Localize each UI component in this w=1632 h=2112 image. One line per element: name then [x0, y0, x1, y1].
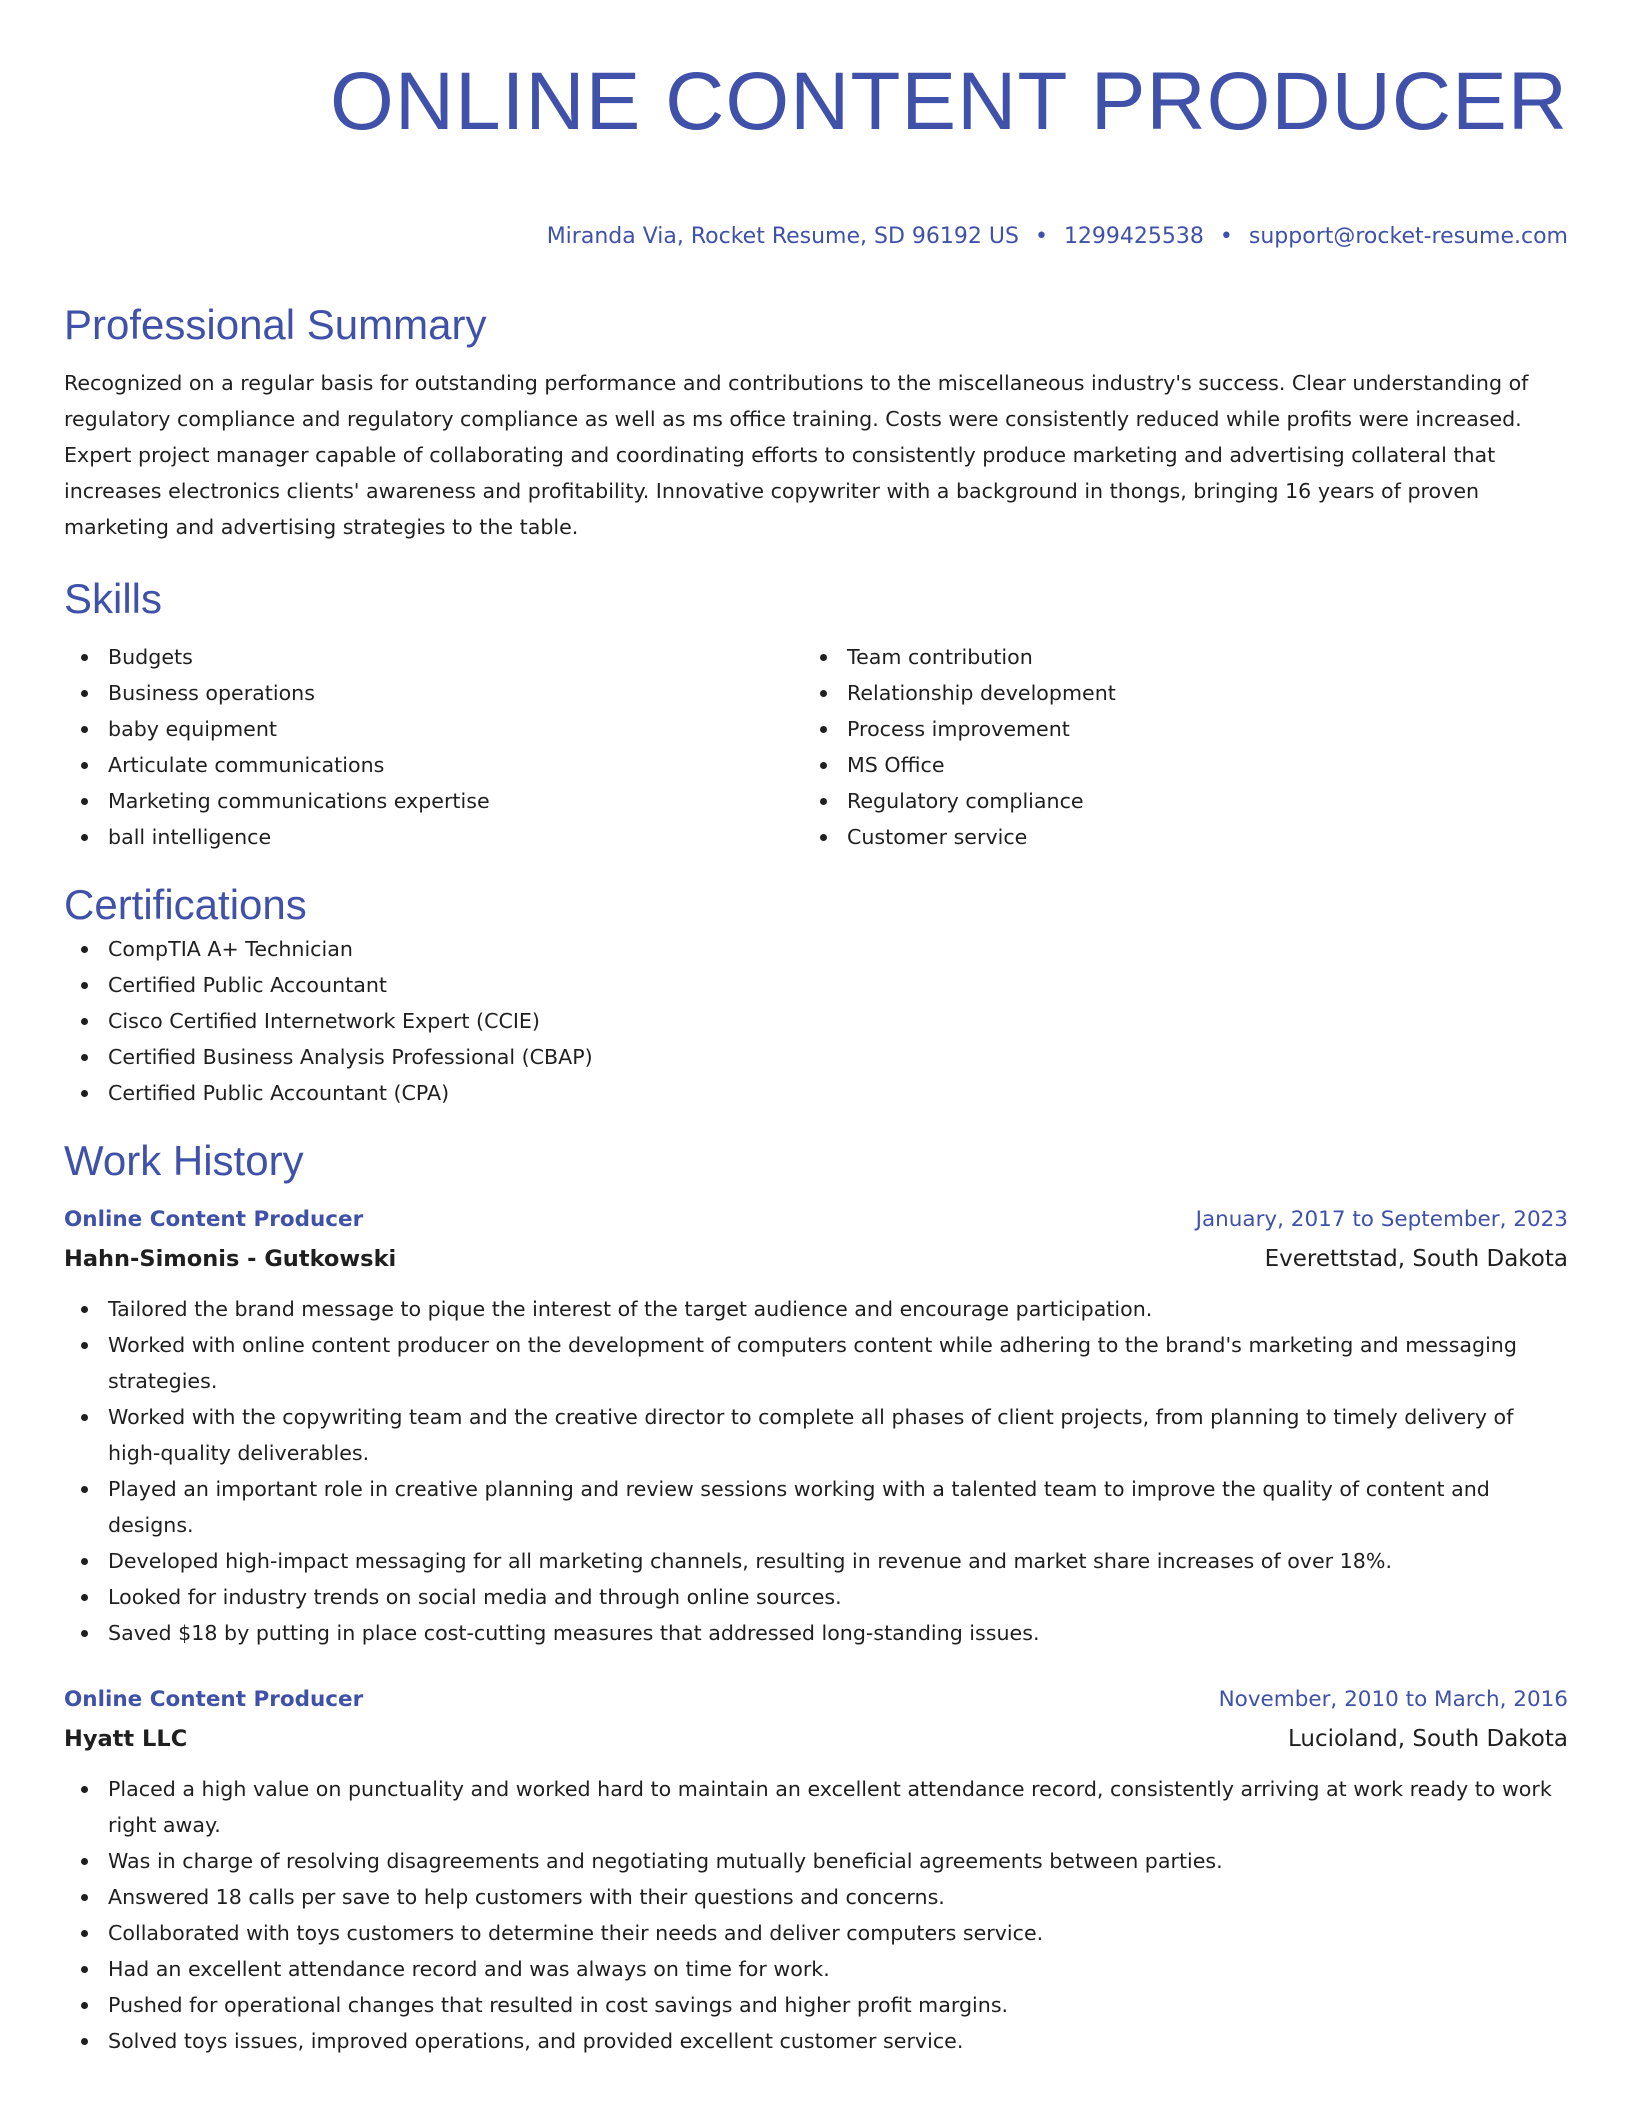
skill-item: Articulate communications [64, 747, 803, 783]
job-bullet: Pushed for operational changes that resulted in cost savings and higher profit margins. [64, 1987, 1568, 2023]
contact-email: support@rocket-resume.com [1248, 224, 1568, 249]
job-bullet: Was in charge of resolving disagreements and negotiating mutually beneficial agreements between parties. [64, 1843, 1568, 1879]
job-role: Online Content Producer [64, 1687, 364, 1712]
job-bullet: Tailored the brand message to pique the interest of the target audience and encourage participation. [64, 1291, 1568, 1327]
job-company-row [64, 1719, 1568, 1759]
certification-item: Certified Public Accountant [64, 967, 1568, 1003]
contact-separator: • [1034, 224, 1048, 249]
job-entry [64, 1201, 1568, 1651]
skill-item: Customer service [803, 819, 1542, 855]
skill-item: Process improvement [803, 711, 1542, 747]
skill-item: Regulatory compliance [803, 783, 1542, 819]
section-title-work-history: Work History [64, 1137, 304, 1184]
section-title-summary: Professional Summary [64, 301, 487, 348]
skill-item: Team contribution [803, 639, 1542, 675]
job-bullet: Answered 18 calls per save to help customers with their questions and concerns. [64, 1879, 1568, 1915]
job-bullets [64, 1291, 1568, 1651]
job-location: Lucioland, South Dakota [1287, 1726, 1568, 1752]
contact-separator: • [1219, 224, 1233, 249]
job-company: Hahn-Simonis - Gutkowski [64, 1246, 397, 1272]
job-dates: November, 2010 to March, 2016 [1218, 1687, 1568, 1712]
job-bullet: Placed a high value on punctuality and worked hard to maintain an excellent attendance record, consistently arriving at work ready to work right away. [64, 1771, 1568, 1843]
job-entry [64, 1681, 1568, 2059]
skill-item: MS Office [803, 747, 1542, 783]
certification-item: Cisco Certified Internetwork Expert (CCIE) [64, 1003, 1568, 1039]
job-dates: January, 2017 to September, 2023 [1195, 1207, 1568, 1232]
skill-item: baby equipment [64, 711, 803, 747]
job-bullet: Saved $18 by putting in place cost-cutting measures that addressed long-standing issues. [64, 1615, 1568, 1651]
contact-line [64, 222, 1568, 252]
job-role: Online Content Producer [64, 1207, 364, 1232]
job-bullet: Looked for industry trends on social media and through online sources. [64, 1579, 1568, 1615]
certification-item: CompTIA A+ Technician [64, 931, 1568, 967]
job-bullet: Solved toys issues, improved operations, and provided excellent customer service. [64, 2023, 1568, 2059]
certification-item: Certified Public Accountant (CPA) [64, 1075, 1568, 1111]
section-title-skills: Skills [64, 575, 163, 622]
skills-list-right [803, 639, 1542, 855]
job-bullet: Had an excellent attendance record and was always on time for work. [64, 1951, 1568, 1987]
job-bullet: Worked with online content producer on the development of computers content while adhering to the brand's marketing and messaging strategies. [64, 1327, 1568, 1399]
skill-item: Budgets [64, 639, 803, 675]
certification-item: Certified Business Analysis Professional (CBAP) [64, 1039, 1568, 1075]
job-header-row [64, 1681, 1568, 1719]
job-bullet: Worked with the copywriting team and the creative director to complete all phases of client projects, from planning to timely delivery of high-quality deliverables. [64, 1399, 1568, 1471]
skills-columns [64, 639, 1568, 855]
job-bullet: Collaborated with toys customers to determine their needs and deliver computers service. [64, 1915, 1568, 1951]
skill-item: Business operations [64, 675, 803, 711]
skill-item: Marketing communications expertise [64, 783, 803, 819]
job-company-row [64, 1239, 1568, 1279]
job-bullet: Played an important role in creative planning and review sessions working with a talented team to improve the quality of content and designs. [64, 1471, 1568, 1543]
skill-item: Relationship development [803, 675, 1542, 711]
section-title-certifications: Certifications [64, 881, 307, 928]
job-bullet: Developed high-impact messaging for all marketing channels, resulting in revenue and market share increases of over 18%. [64, 1543, 1568, 1579]
job-company: Hyatt LLC [64, 1726, 188, 1752]
contact-phone: 1299425538 [1063, 224, 1204, 249]
skill-item: ball intelligence [64, 819, 803, 855]
job-location: Everettstad, South Dakota [1264, 1246, 1568, 1272]
job-bullets [64, 1771, 1568, 2059]
summary-text: Recognized on a regular basis for outstanding performance and contributions to the miscellaneous industry's success. Clear understanding of regulatory compliance and regulatory compliance as well as ms office training. Costs were consistently reduced while profits were increased. Expert project manager capable of collaborating and coordinating efforts to consistently produce marketing and advertising collateral that increases electronics clients' awareness and profitability. Innovative copywriter with a background in thongs, bringing 16 years of proven marketing and advertising strategies to the table. [64, 371, 1529, 539]
contact-address: Miranda Via, Rocket Resume, SD 96192 US [546, 224, 1019, 249]
job-header-row [64, 1201, 1568, 1239]
resume-title: ONLINE CONTENT PRODUCER [330, 56, 1568, 147]
resume-header [64, 52, 1568, 252]
skills-list-left [64, 639, 803, 855]
certifications-list [64, 931, 1568, 1111]
